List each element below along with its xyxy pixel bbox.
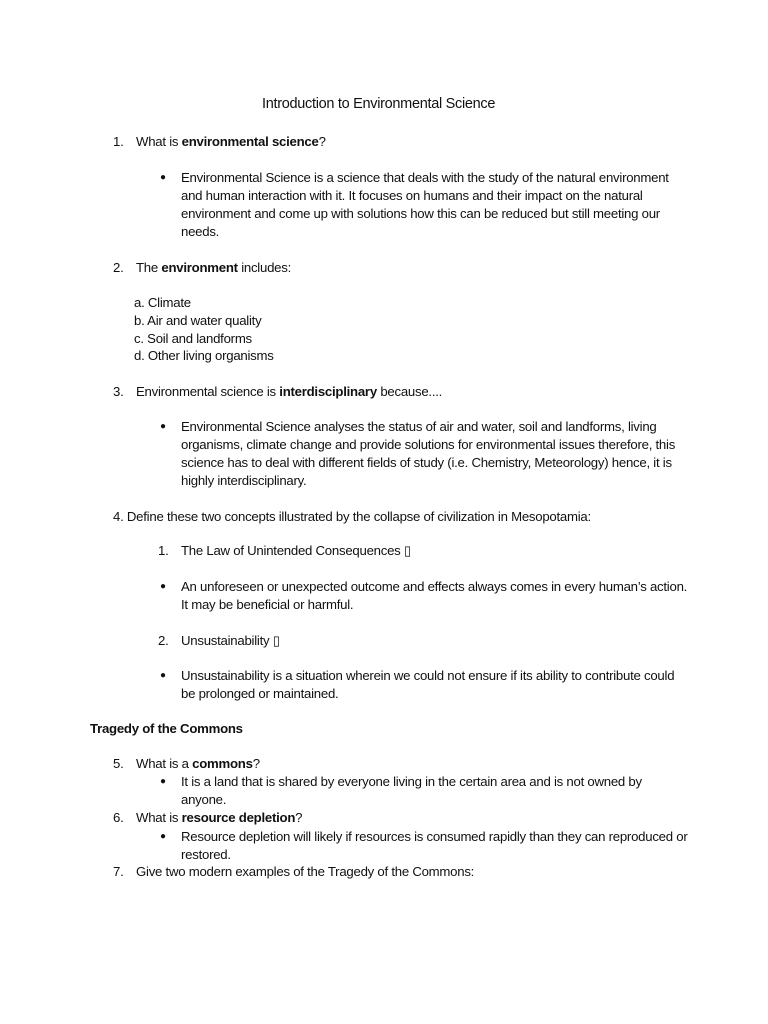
q3-question: Environmental science is interdisciplinary because....	[136, 384, 443, 399]
page-title: Introduction to Environmental Science	[262, 96, 496, 112]
q1-question: What is environmental science?	[136, 134, 326, 149]
q4-sub2-number: 2.	[158, 633, 169, 648]
q4-question: 4. Define these two concepts illustrated by the collapse of civilization in Mesopotamia:	[113, 509, 591, 524]
q5-answer-line: It is a land that is shared by everyone living in the certain area and is not owned by	[181, 774, 642, 789]
q4-sub1-answer-line: It may be beneficial or harmful.	[181, 597, 354, 612]
q3-answer-line: highly interdisciplinary.	[181, 473, 307, 488]
q5-answer-line: anyone.	[181, 792, 227, 807]
bullet-dot: ●	[160, 831, 167, 842]
q5-number: 5.	[113, 756, 124, 771]
q1-answer-line: environment and come up with solutions how this can be reduced but still meeting our	[181, 206, 660, 221]
q3-answer-line: science has to deal with different fields of study (i.e. Chemistry, Meteorology) hence, it is	[181, 455, 672, 470]
q1-answer-line: Environmental Science is a science that deals with the study of the natural environment	[181, 170, 669, 185]
q3-number: 3.	[113, 384, 124, 399]
q4-sub1-answer-line: An unforeseen or unexpected outcome and effects always comes in every human’s action.	[181, 579, 688, 594]
q2-question: The environment includes:	[136, 260, 291, 275]
bullet-dot: ●	[160, 581, 167, 592]
bullet-dot: ●	[160, 776, 167, 787]
q3-answer-line: Environmental Science analyses the status of air and water, soil and landforms, living	[181, 419, 657, 434]
q4-sub1-number: 1.	[158, 543, 169, 558]
q2-list-item: c. Soil and landforms	[134, 331, 252, 346]
q5-question: What is a commons?	[136, 756, 260, 771]
q2-number: 2.	[113, 260, 124, 275]
q3-answer-line: organisms, climate change and provide solutions for environmental issues therefore, this	[181, 437, 676, 452]
bullet-dot: ●	[160, 670, 167, 681]
q7-number: 7.	[113, 864, 124, 879]
q4-sub2-label: Unsustainability ▯	[181, 633, 280, 648]
q4-sub1-label: The Law of Unintended Consequences ▯	[181, 543, 411, 558]
bullet-dot: ●	[160, 172, 167, 183]
q2-list-item: d. Other living organisms	[134, 348, 274, 363]
q7-question: Give two modern examples of the Tragedy of the Commons:	[136, 864, 475, 879]
bullet-dot: ●	[160, 421, 167, 432]
q1-number: 1.	[113, 134, 124, 149]
q1-answer-line: needs.	[181, 224, 220, 239]
q2-list-item: a. Climate	[134, 295, 191, 310]
q6-number: 6.	[113, 810, 124, 825]
q4-sub2-answer-line: be prolonged or maintained.	[181, 686, 339, 701]
q1-answer-line: and human interaction with it. It focuses on humans and their impact on the natural	[181, 188, 643, 203]
q6-answer-line: restored.	[181, 847, 231, 862]
q6-answer-line: Resource depletion will likely if resources is consumed rapidly than they can reproduced or	[181, 829, 688, 844]
section-heading: Tragedy of the Commons	[90, 721, 243, 736]
q4-sub2-answer-line: Unsustainability is a situation wherein we could not ensure if its ability to contribute could	[181, 668, 675, 683]
q6-question: What is resource depletion?	[136, 810, 303, 825]
q2-list-item: b. Air and water quality	[134, 313, 262, 328]
